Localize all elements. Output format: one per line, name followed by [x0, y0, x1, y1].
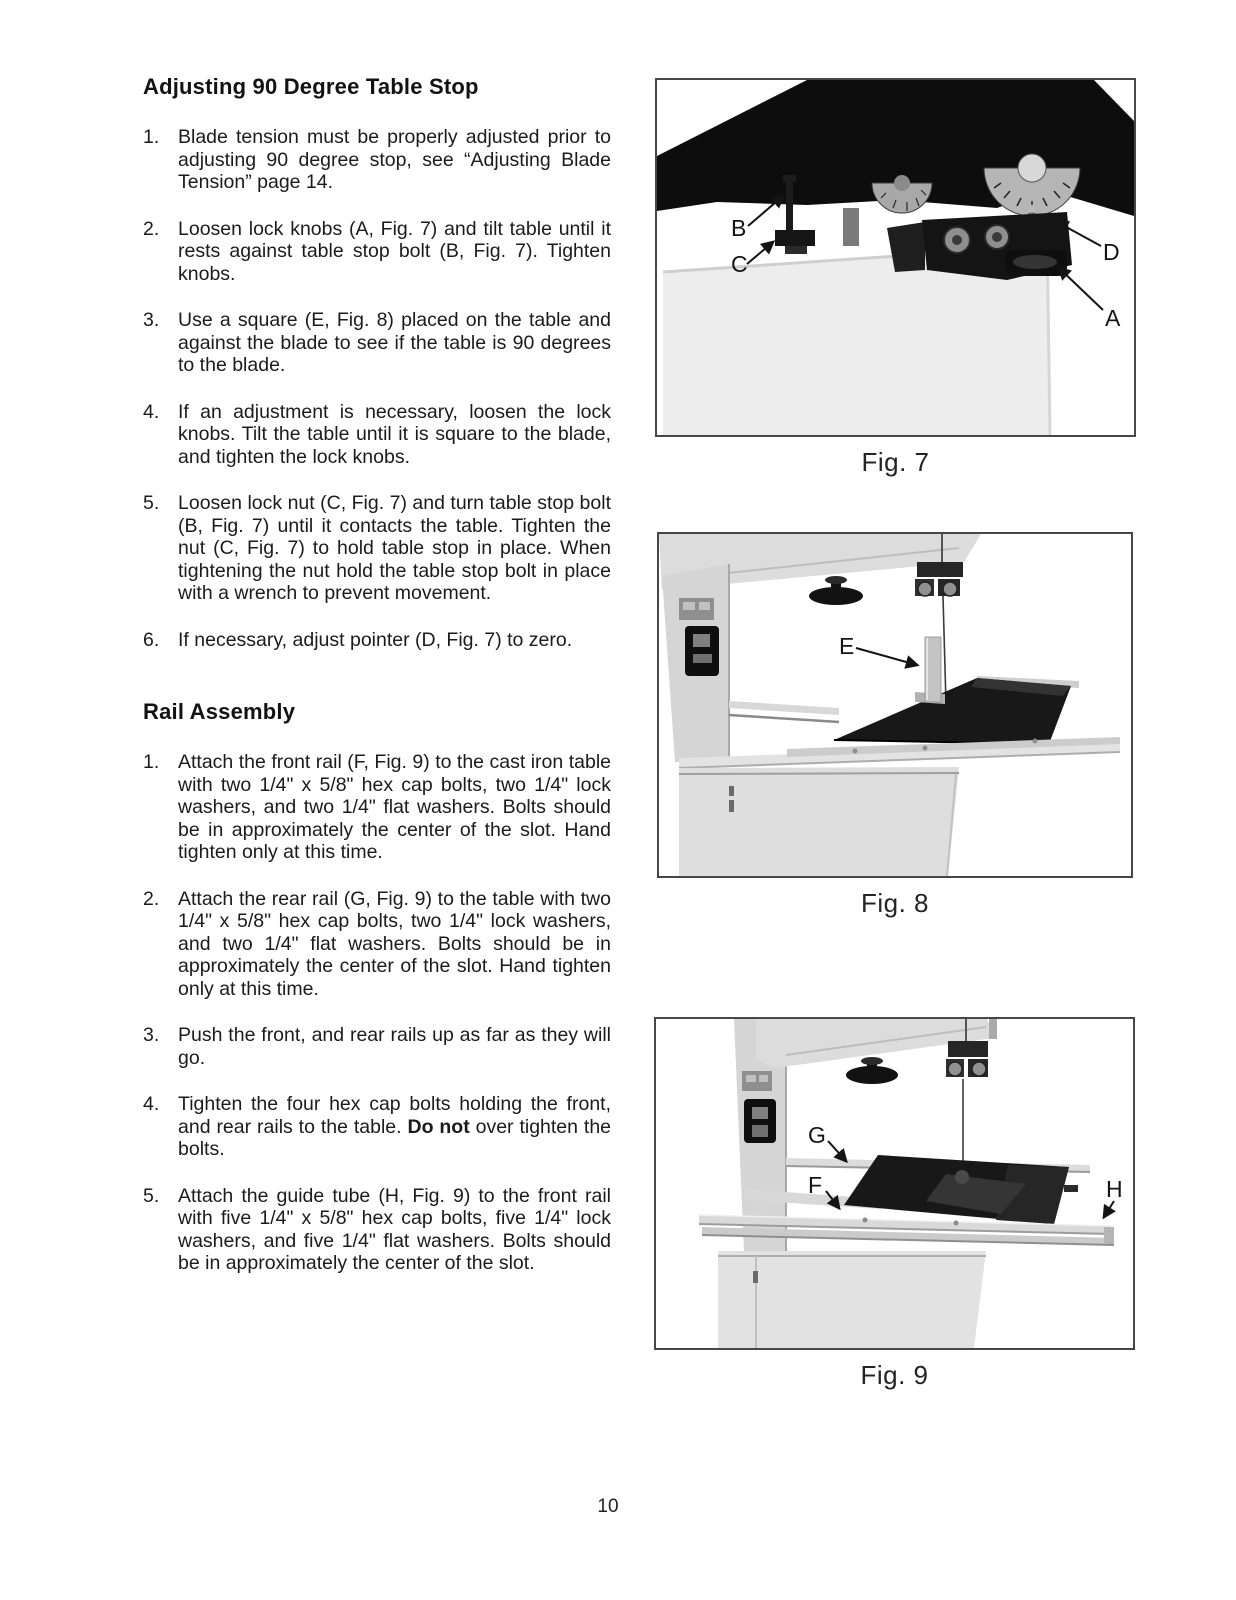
- blade-guard-post: [989, 1019, 997, 1039]
- instruction-column: [143, 74, 611, 1299]
- figure-8-photo-frame: [657, 532, 1133, 878]
- power-switch: [685, 626, 719, 676]
- instruction-step: [143, 888, 611, 1001]
- fig9-label-h: H: [1106, 1176, 1123, 1202]
- instruction-step: [143, 1093, 611, 1161]
- figure-9-caption: Fig. 9: [860, 1360, 929, 1390]
- door-lock: [753, 1271, 758, 1283]
- step-text: Attach the guide tube (H, Fig. 9) to the front rail with five 1/4" x 5/8" hex cap bolts, five 1/4" lock washers, and five 1/4" flat washers. Bolts should be in approximately the center of the slot.: [178, 1184, 611, 1274]
- step-number: 2.: [143, 217, 160, 240]
- step-number: 2.: [143, 887, 160, 910]
- fig8-photo: [659, 534, 1131, 876]
- step-text: Push the front, and rear rails up as far as they will go.: [178, 1024, 611, 1069]
- fig9-label-g: G: [808, 1122, 826, 1148]
- instruction-step: [143, 629, 611, 652]
- step-text: Loosen lock nut (C, Fig. 7) and turn table stop bolt (B, Fig. 7) until it contacts the table. Tighten the nut (C, Fig. 7) to hold table stop in place. When tightening the nut hold the table stop bolt in place with a wrench to prevent movement.: [178, 492, 611, 604]
- fig9-photo: [656, 1019, 1133, 1348]
- step-number: 5.: [143, 1184, 160, 1207]
- step-number: 1.: [143, 126, 160, 148]
- instruction-step: [143, 751, 611, 864]
- step-text: If an adjustment is necessary, loosen the lock knobs. Tilt the table until it is square to the blade, and tighten the lock knobs.: [178, 400, 611, 468]
- figure-8-caption: Fig. 8: [860, 888, 930, 918]
- fig7-label-a: A: [1105, 305, 1121, 331]
- instruction-step: [143, 218, 611, 286]
- figure-9: [654, 1017, 1135, 1391]
- fig7-label-c: C: [731, 251, 748, 277]
- control-panel: [742, 1071, 776, 1143]
- lock-knob: [1005, 250, 1067, 276]
- lower-cabinet: [679, 767, 959, 876]
- fig7-label-b: B: [731, 215, 747, 241]
- lower-cabinet: [718, 1251, 986, 1348]
- adjusting-table-stop-heading: Adjusting 90 Degree Table Stop: [143, 74, 479, 99]
- table-pin: [1064, 1185, 1078, 1192]
- step-number: 3.: [143, 309, 160, 331]
- figure-7: [655, 78, 1136, 478]
- figure-8: [657, 532, 1133, 919]
- step-text-bold: Do not: [407, 1115, 470, 1138]
- step-number: 5.: [143, 492, 160, 514]
- step-number: 4.: [143, 1093, 160, 1115]
- step-text: Attach the front rail (F, Fig. 9) to the cast iron table with two 1/4" x 5/8" hex cap bolts, two 1/4" lock washers, and two 1/4" flat washers. Bolts should be in approximately the center of the slot. Hand tighten only at this time.: [178, 751, 611, 863]
- instruction-step: [143, 492, 611, 605]
- fig7-label-d: D: [1103, 239, 1120, 265]
- step-number: 6.: [143, 628, 160, 651]
- fig7-photo: [657, 80, 1134, 435]
- instruction-step: [143, 1185, 611, 1275]
- door-lock: [729, 786, 734, 796]
- figure-7-photo-frame: [655, 78, 1136, 437]
- step-number: 1.: [143, 751, 160, 773]
- instruction-step: [143, 126, 611, 194]
- step-text: Blade tension must be properly adjusted prior to adjusting 90 degree stop, see “Adjusting Blade Tension” page 14.: [178, 126, 611, 193]
- step-number: 4.: [143, 400, 160, 423]
- support-post: [843, 208, 859, 246]
- step-text: Use a square (E, Fig. 8) placed on the table and against the blade to see if the table is 90 degrees to the blade.: [178, 309, 611, 376]
- fig8-label-e: E: [839, 633, 855, 659]
- step-text-pre: Tighten the four hex cap bolts holding the front, and rear rails to the table.: [178, 1093, 611, 1138]
- step-text-post: over tighten the bolts.: [178, 1115, 612, 1160]
- step-text: Attach the rear rail (G, Fig. 9) to the table with two 1/4" x 5/8" hex cap bolts, two 1/4" lock washers, and two 1/4" flat washers. Bolts should be in approximately the center of the slot. Hand tighten only at this time.: [178, 887, 611, 1000]
- page-number: 10: [597, 1496, 619, 1517]
- rail-assembly-heading: Rail Assembly: [143, 699, 296, 724]
- figure-7-caption: Fig. 7: [861, 447, 930, 477]
- instruction-step: [143, 309, 611, 377]
- step-number: 3.: [143, 1024, 160, 1046]
- figure-9-photo-frame: [654, 1017, 1135, 1350]
- fig9-label-f: F: [808, 1172, 823, 1198]
- step-text: Loosen lock knobs (A, Fig. 7) and tilt table until it rests against table stop bolt (B, Fig. 7). Tighten knobs.: [178, 217, 611, 285]
- step-text: If necessary, adjust pointer (D, Fig. 7) to zero.: [178, 628, 573, 651]
- instruction-step: [143, 401, 611, 469]
- instruction-step: [143, 1024, 611, 1069]
- step-text: [178, 1093, 611, 1161]
